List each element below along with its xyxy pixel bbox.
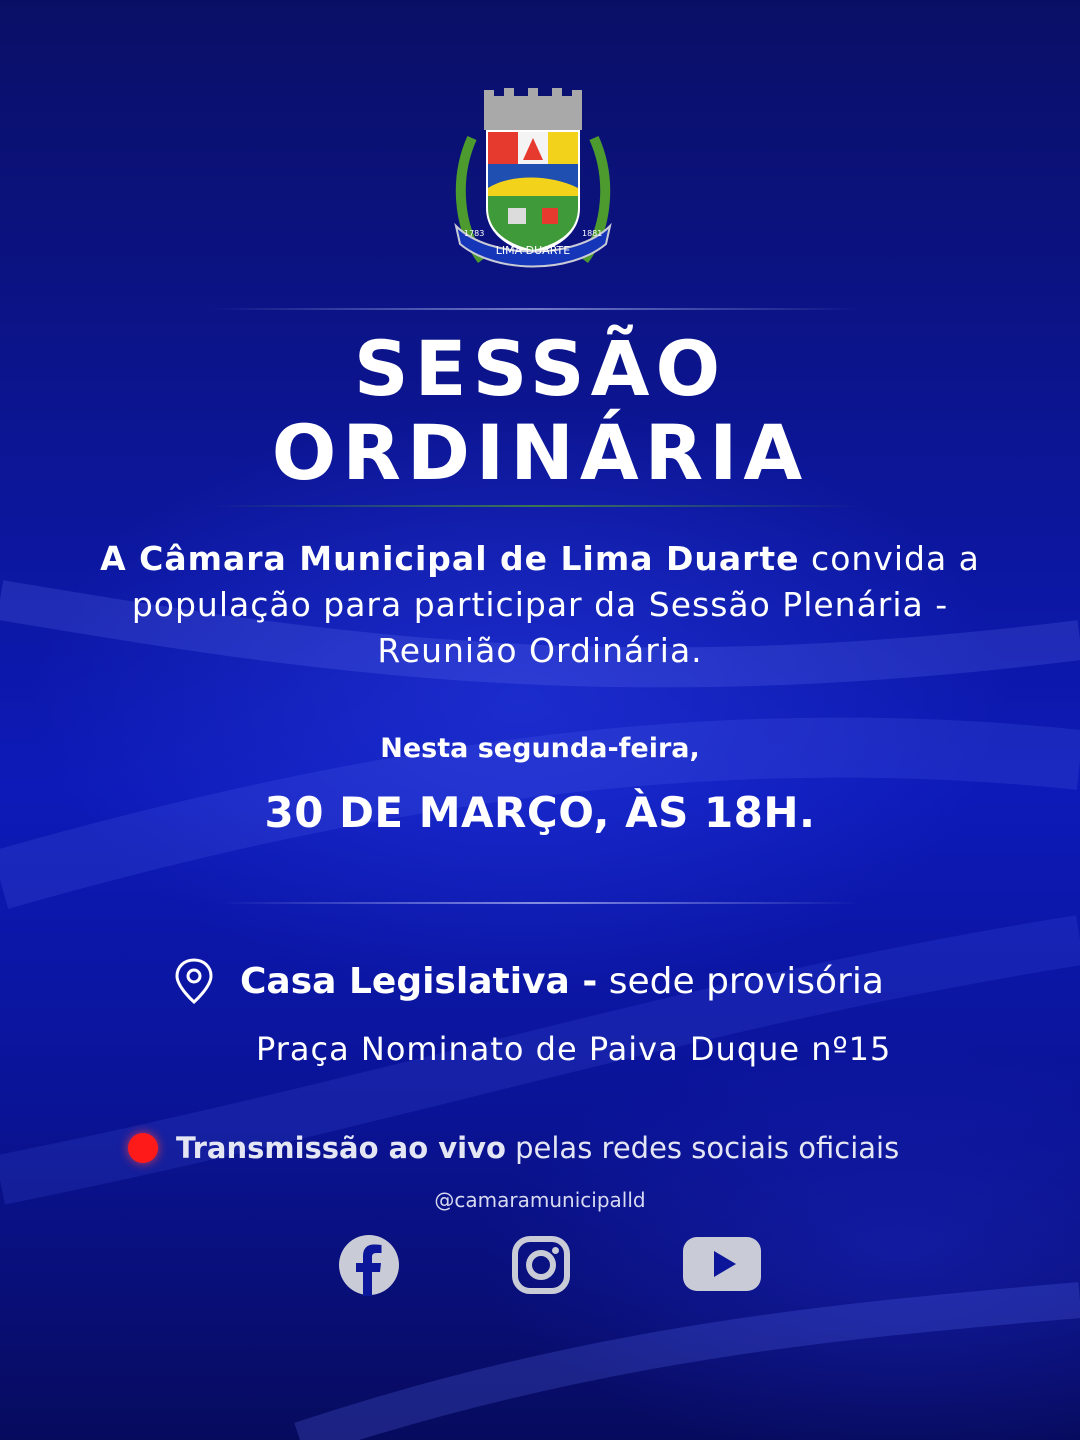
location-name-bold: Casa Legislativa - [240, 960, 598, 1002]
social-handle: @camaramunicipalld [434, 1188, 646, 1212]
broadcast-rest: pelas redes sociais oficiais [505, 1131, 900, 1165]
coat-of-arms-logo [450, 88, 616, 270]
live-dot-icon [128, 1133, 158, 1163]
crest-banner-text: LIMA DUARTE [495, 244, 571, 257]
session-weekday: Nesta segunda-feira, [380, 733, 700, 764]
youtube-icon[interactable] [682, 1236, 762, 1292]
location-pin-icon [174, 958, 214, 1004]
broadcast-bold: Transmissão ao vivo [176, 1131, 506, 1165]
divider-middle [210, 505, 860, 507]
session-datetime: 30 DE MARÇO, ÀS 18H. [264, 788, 816, 837]
location-address: Praça Nominato de Paiva Duque nº15 [256, 1030, 892, 1068]
crest-year-right: 1881 [582, 229, 603, 238]
invitation-text [0, 536, 1080, 674]
crest-year-left: 1783 [464, 229, 485, 238]
invitation-organization: A Câmara Municipal de Lima Duarte [100, 539, 800, 578]
location-name-rest: sede provisória [597, 960, 884, 1002]
location-row [174, 955, 884, 1007]
instagram-icon[interactable] [512, 1236, 570, 1294]
location-name [240, 961, 884, 1002]
title-line-1: SESSÃO [353, 324, 727, 413]
broadcast-text [176, 1131, 899, 1165]
broadcast-row [128, 1128, 899, 1168]
facebook-icon[interactable] [338, 1234, 400, 1296]
divider-bottom [220, 902, 860, 904]
invitation-body: convida a população para participar da Sessão Plenária - Reunião Ordinária. [131, 539, 980, 670]
title-line-2: ORDINÁRIA [271, 408, 809, 497]
divider-top [210, 308, 860, 310]
